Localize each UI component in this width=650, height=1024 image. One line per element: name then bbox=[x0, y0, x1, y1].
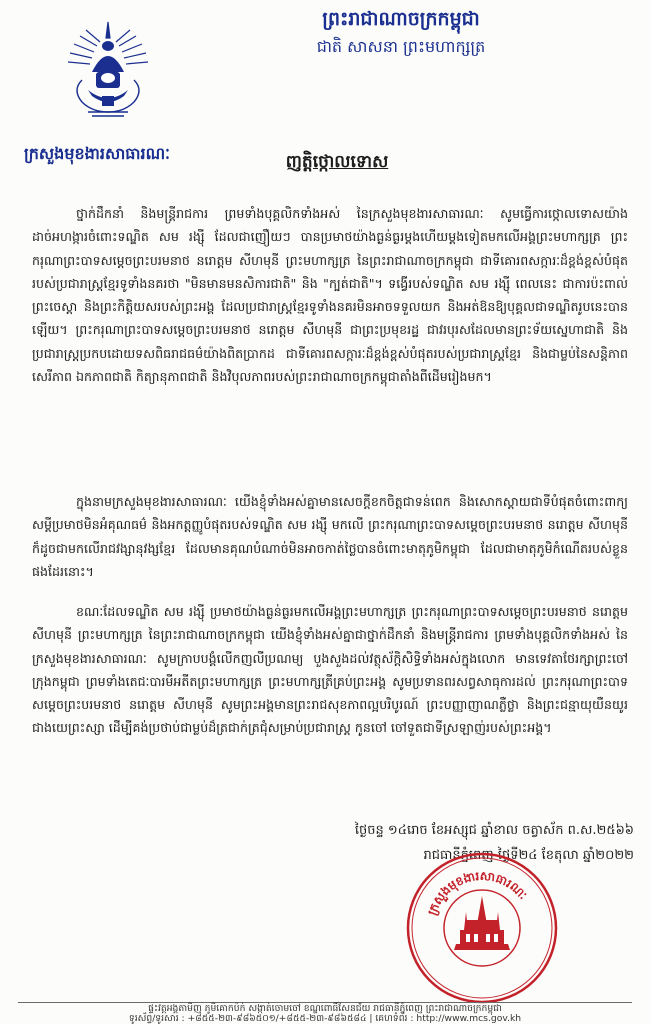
footer-address: ផ្ទះវត្តអង្គតាមិញ ភូមិគោកប៉ក់ សង្កាត់ចោមចៅ ខណ្ឌពោធិ៍សែនជ័យ រាជធានីភ្នំពេញ ព្រះរាជាណាចក្រកម្ពុជា bbox=[148, 1003, 502, 1014]
national-motto: ជាតិ សាសនា ព្រះមហាក្សត្រ bbox=[316, 37, 486, 56]
kingdom-heading: ព្រះរាជាណាចក្រកម្ពុជា bbox=[322, 8, 480, 30]
footer-contact: ទូរស័ព្ទ/ទូរសារ : +៨៥៥-២៣-៩៨៦៥០១/+៨៥៥-២៣-៩៨៦៥៨៤ | គេហទំព័រ : http://www.mcs.gov.kh bbox=[128, 1013, 522, 1024]
seal-text: ក្រសួងមុខងារសាធារណៈ bbox=[424, 868, 530, 918]
paragraph-3: ខណៈដែលទណ្ឌិត សម រង្ស៊ី ប្រមាថយ៉ាងធ្ងន់ធ្ងរមកលើអង្គព្រះមហាក្សត្រ ព្រះករុណាព្រះបាទសម្តេចព្រះបរមនាថ នរោត្តម សីហមុនី ព្រះមហាក្សត្រ នៃព្រះរាជាណាចក្រកម្ពុជា យើងខ្ញុំទាំងអស់គ្នាជាថ្នាក់ដឹកនាំ និងមន្ត្រីរាជការ ព្រមទាំងបុគ្គលិកទាំងអស់ នៃក្រសួងមុខងារសាធារណៈ សូមក្រាបបង្គំលើកញលីប្រណម្យ បួងសួងដល់វត្ថុស័ក្តិសិទ្ធិទាំងអស់ក្នុងលោក មានទេវតាថែរក្សាព្រះចៅក្រុងកម្ពុជា ព្រមទាំងតេជៈបារមីអតីតព្រះមហាក្សត្រ ព្រះមហាក្សត្រីគ្រប់ព្រះអង្គ សូមប្រទានពរសព្វសាធុការដល់ ព្រះករុណាព្រះបាទសម្តេចព្រះបរមនាថ នរោត្តម សីហមុនី សូមព្រះអង្គមានព្រះរាជសុខភាពល្អបរិបូរណ៍ ព្រះបញ្ញាញាណភ្លឺថ្លា និងព្រះជន្មាយុយឺនយូរជាងយេព្រះស្សា ដើម្បីគង់ប្រថាប់ជាម្លប់ដ៏ត្រជាក់ត្រជុំសម្រាប់ប្រជារាស្ត្រ កូនចៅ ចៅទួតជាទីស្រឡាញ់របស់ព្រះអង្គ។ bbox=[32, 604, 628, 736]
paragraph-1: ថ្នាក់ដឹកនាំ និងមន្ត្រីរាជការ ព្រមទាំងបុគ្គលិកទាំងអស់ នៃក្រសួងមុខងារសាធារណៈ សូមធ្វើការថ្កោលទោសយ៉ាងដាច់អហង្ការចំពោះទណ្ឌិត សម រង្ស៊ី ដែលជាញឿយៗ បានប្រមាថយ៉ាងធ្ងន់ធ្ងរម្តងហើយម្តងទៀតមកលើអង្គព្រះមហាក្សត្រ ព្រះករុណាព្រះបាទសម្តេចព្រះបរមនាថ នរោត្តម សីហមុនី ព្រះមហាក្សត្រ នៃព្រះរាជាណាចក្រកម្ពុជា ជាទីគោរពសក្ការៈដ៏ខ្ពង់ខ្ពស់បំផុតរបស់ប្រជារាស្ត្រខ្មែរទូទាំងនគរថា "មិនមានមនសិការជាតិ" និង "ក្បត់ជាតិ"។ ទង្វើរបស់ទណ្ឌិត សម រង្ស៊ី ពេលនេះ ជាការប៉ះពាល់ព្រះចេស្តា និងព្រះកិត្តិយសរបស់ព្រះអង្គ ដែលប្រជារាស្ត្រខ្មែរទូទាំងនគរមិនអាចទទួលយក និងអត់ឱនឱ្យបុគ្គលជាទណ្ឌិតរូបនេះបានឡើយ។ ព្រះករុណាព្រះបាទសម្តេចព្រះបរមនាថ នរោត្តម សីហមុនី ជាព្រះប្រមុខរដ្ឋ ជាវរបុរសដែលមានព្រះទ័យស្នេហាជាតិ និងប្រជារាស្ត្រប្រកបដោយទសពិធរាជធម៌យ៉ាងពិតប្រាកដ ជាទីគោរពសក្ការៈដ៏ខ្ពង់ខ្ពស់បំផុតរបស់ប្រជារាស្ត្រខ្មែរ និងជាម្លប់នៃសន្តិភាព សេរីភាព ឯកភាពជាតិ កិត្យានុភាពជាតិ និងវិបុលភាពរបស់ព្រះរាជាណាចក្រកម្ពុជាតាំងពីដើមរៀងមក។ bbox=[32, 206, 628, 385]
lunar-date: ថ្ងៃចន្ទ ១៤រោច ខែអស្សុជ ឆ្នាំខាល ចត្វាស័ក ព.ស.២៥៦៦ bbox=[354, 823, 634, 838]
solar-date: រាជធានីភ្នំពេញ ថ្ងៃទី២៤ ខែតុលា ឆ្នាំ២០២២ bbox=[423, 848, 634, 863]
royal-emblem-icon bbox=[52, 16, 164, 124]
ministry-seal-icon bbox=[404, 850, 560, 1006]
ministry-name: ក្រសួងមុខងារសាធារណៈ bbox=[24, 144, 170, 163]
paragraph-2: ក្នុងនាមក្រសួងមុខងារសាធារណៈ យើងខ្ញុំទាំងអស់គ្នាមានសេចក្តីខកចិត្តជាទន់ពេក និងសោកស្តាយជាទីបំផុតចំពោះពាក្យសម្តីប្រមាថមិនអំគុណធម៌ និងអកត្តញ្ញូបំផុតរបស់ទណ្ឌិត សម រង្ស៊ី មកលើ ព្រះករុណាព្រះបាទសម្តេចព្រះបរមនាថ នរោត្តម សីហមុនី ក៏ដូចជាមកលើរាជវង្សានុវង្សខ្មែរ ដែលមានគុណបំណាច់មិនអាចកាត់ថ្លៃបានចំពោះមាតុភូមិកម្ពុជា ដែលជាមាតុភូមិកំណើតរបស់ខ្លួនផងដែរនោះ។ bbox=[32, 494, 628, 579]
svg-text:ក្រសួងមុខងារសាធារណៈ bbox=[425, 869, 530, 918]
document-title: ញត្តិថ្កោលទោស bbox=[285, 152, 389, 172]
